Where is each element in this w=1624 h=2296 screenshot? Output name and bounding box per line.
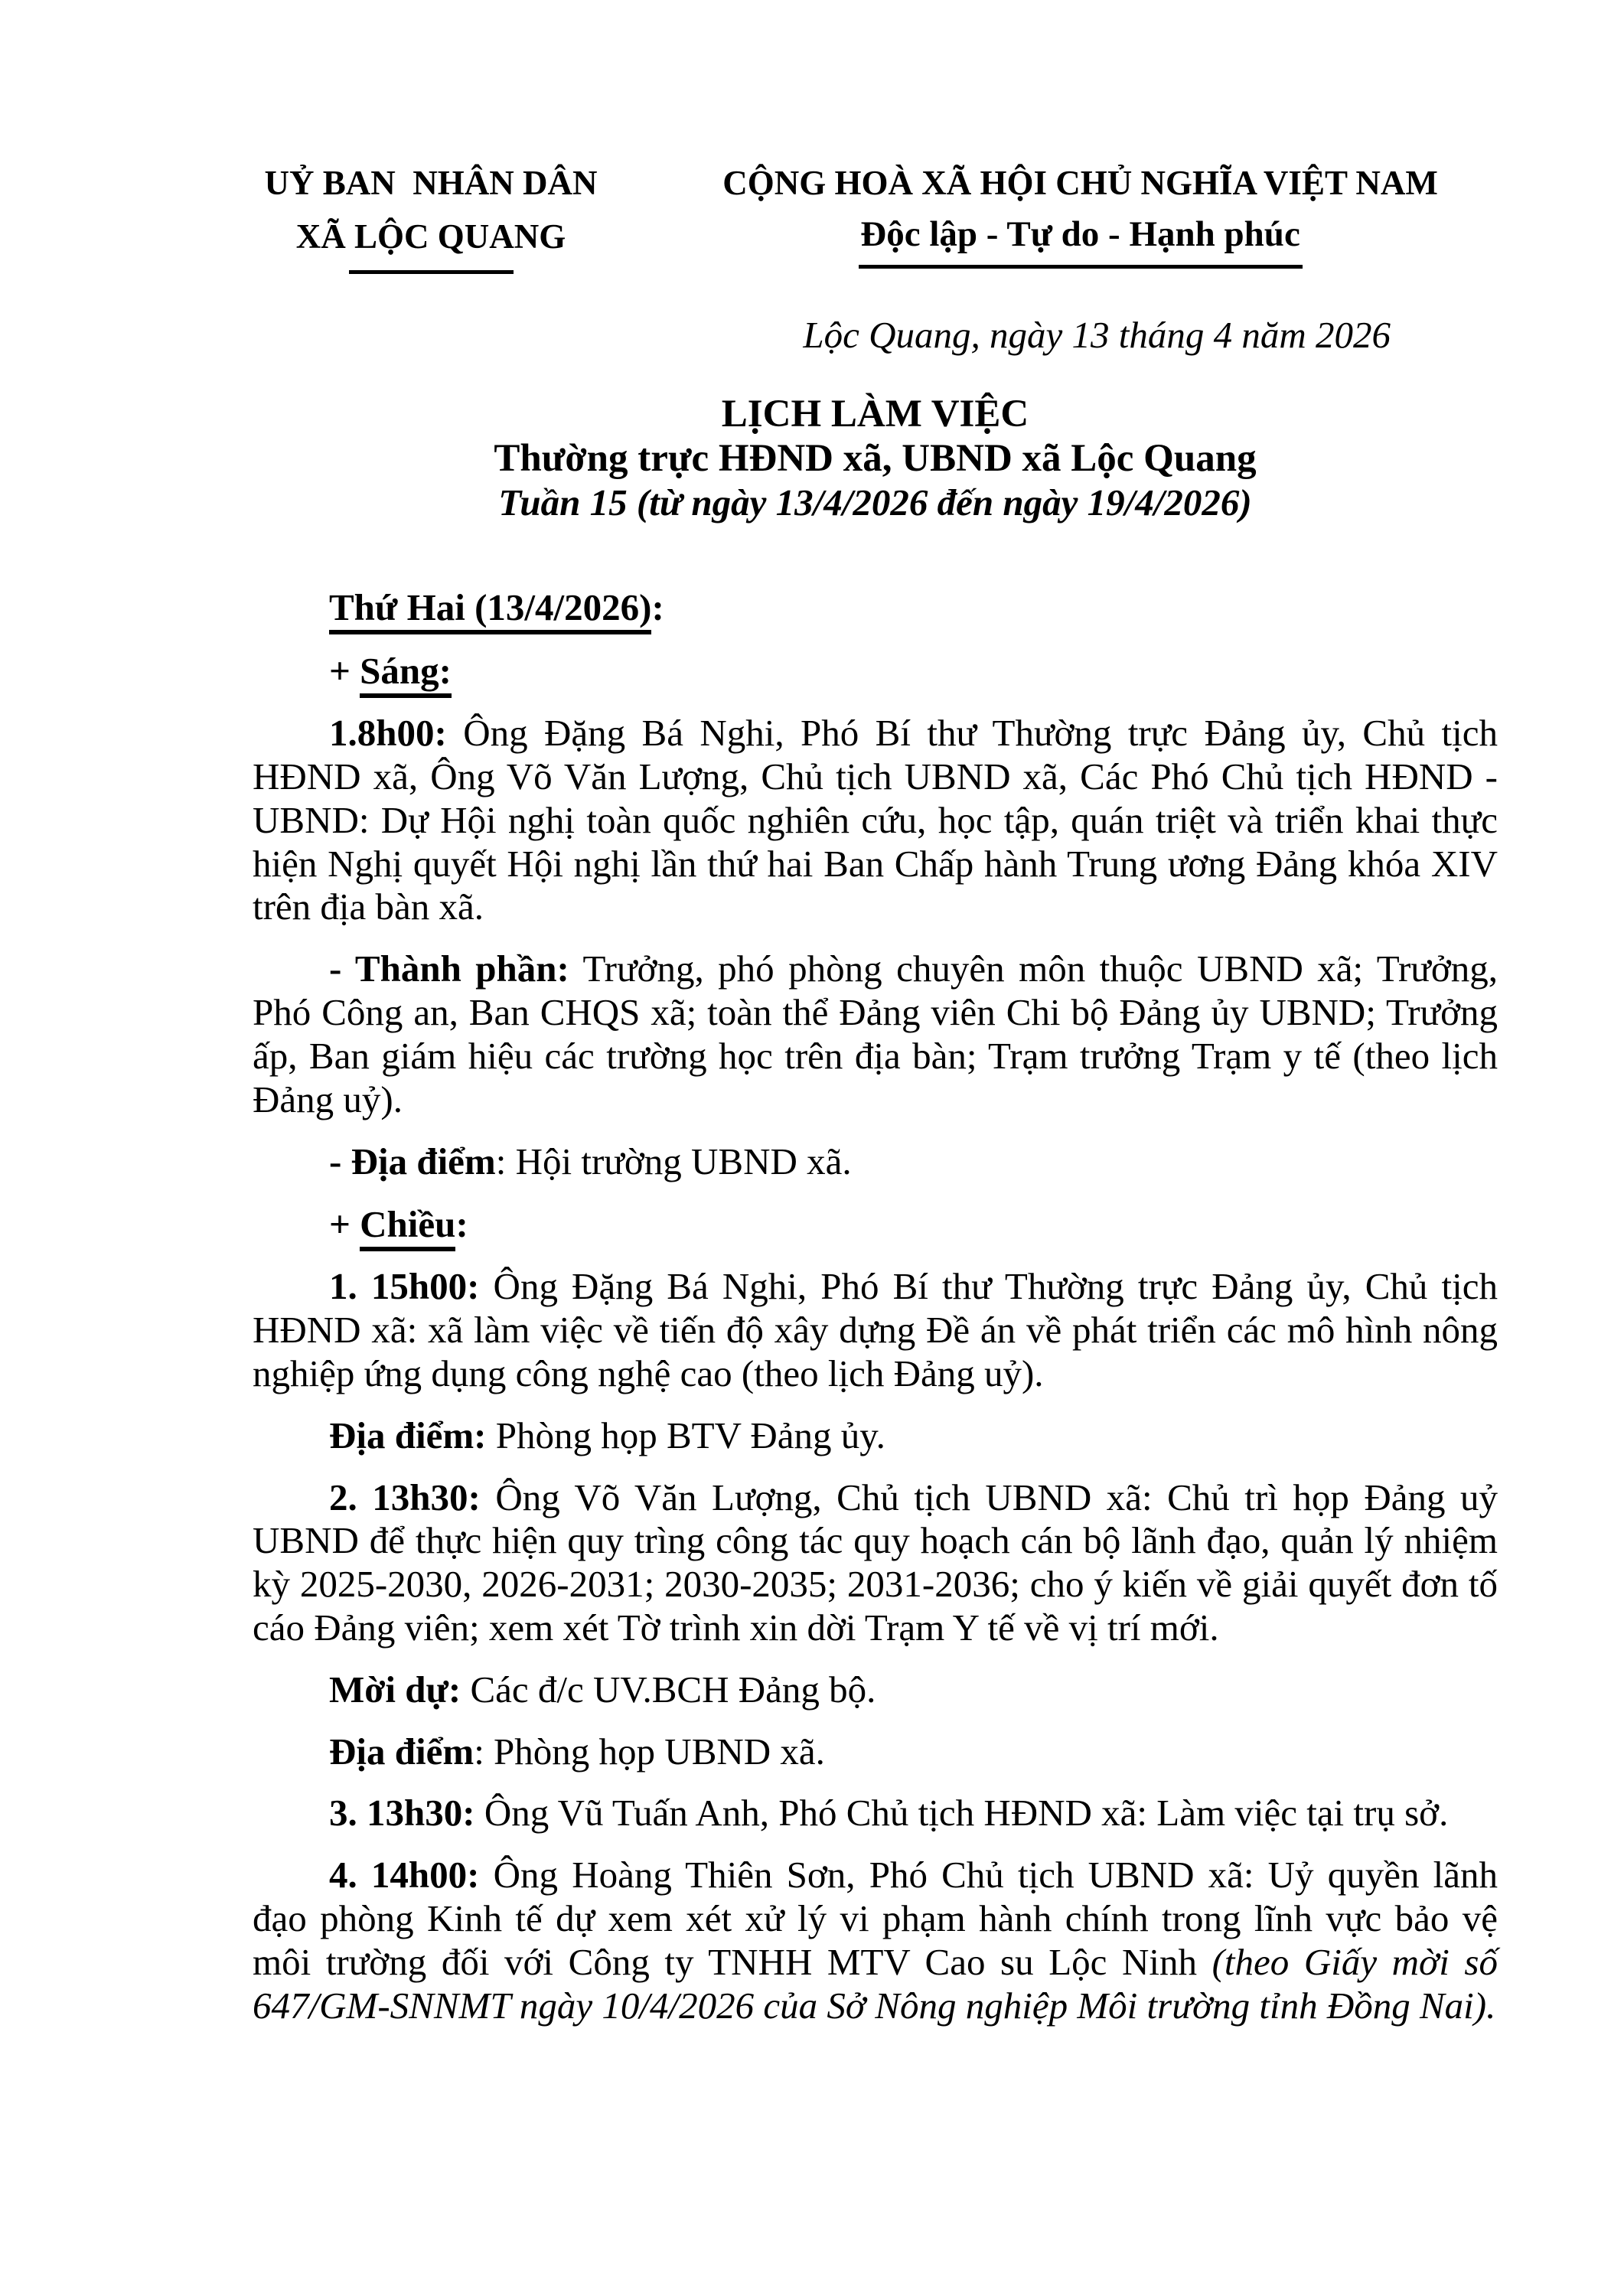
commune-name: XÃ LỘC QUANG [295,217,566,256]
national-motto-block [663,157,1498,269]
day-heading-text: Thứ Hai (13/4/2026) [329,586,651,634]
schedule-item-morning-1 [253,712,1498,929]
item-text: Trưởng, phó phòng chuyên môn thuộc UBND xã; Trưởng, Phó Công an, Ban CHQS xã; toàn thể Đảng viên Chi bộ Đảng ủy UBND; Trưởng ấp, Ban giám hiệu các trường học trên địa bàn; Trạm trưởng Trạm y tế (theo lịch Đảng uỷ). [253,947,1498,1120]
item-lead: 1. 15h00: [329,1265,480,1308]
item-lead: 3. 13h30: [329,1792,475,1835]
day-heading [253,586,1498,630]
item-lead: Địa điểm: [329,1414,487,1456]
item-text: Các đ/c UV.BCH Đảng bộ. [461,1668,876,1711]
afternoon-label: Chiều [360,1203,455,1251]
issuing-authority-block [253,157,609,274]
morning-marker: + [329,650,360,693]
item-text: Phòng họp BTV Đảng ủy. [486,1414,885,1456]
document-subtitle: Thường trực HĐND xã, UBND xã Lộc Quang [494,437,1257,481]
schedule-item-afternoon-2 [253,1476,1498,1650]
item-lead: 4. 14h00: [329,1854,480,1896]
item-text: Ông Võ Văn Lượng, Chủ tịch UBND xã: Chủ trì họp Đảng uỷ UBND để thực hiện quy trìng công tác quy hoạch cán bộ lãnh đạo, quản lý nhiệm kỳ 2025-2030, 2026-2031; 2030-2035; 2031-2036; cho ý kiến về giải quyết đơn tố cáo Đảng viên; xem xét Tờ trình xin dời Trạm Y tế về vị trí mới. [253,1476,1498,1649]
item-lead: Địa điểm [329,1730,474,1773]
week-range: Tuần 15 (từ ngày 13/4/2026 đến ngày 19/4/2026) [498,481,1252,523]
item-lead: 2. 13h30: [329,1476,481,1518]
day-heading-colon: : [651,586,664,629]
morning-label: Sáng: [360,650,452,698]
item-text: Ông Vũ Tuấn Anh, Phó Chủ tịch HĐND xã: Làm việc tại trụ sở. [474,1792,1449,1835]
document-title-block [253,392,1498,523]
schedule-item-afternoon-2-invitees [253,1668,1498,1712]
item-text: : Hội trường UBND xã. [495,1140,852,1182]
item-text: Ông Đặng Bá Nghi, Phó Bí thư Thường trực Đảng ủy, Chủ tịch HĐND xã: xã làm việc về tiến độ xây dựng Đề án về phát triển các mô hình nông nghiệp ứng dụng công nghệ cao (theo lịch Đảng uỷ). [253,1265,1498,1394]
document-header [253,157,1498,274]
item-text: Ông Đặng Bá Nghi, Phó Bí thư Thường trực Đảng ủy, Chủ tịch HĐND xã, Ông Võ Văn Lượng, Chủ tịch UBND xã, Các Phó Chủ tịch HĐND - UBND: Dự Hội nghị toàn quốc nghiên cứu, học tập, quán triệt và triển khai thực hiện Nghị quyết Hội nghị lần thứ hai Ban Chấp hành Trung ương Đảng khóa XIV trên địa bàn xã. [253,712,1498,928]
place-date-line: Lộc Quang, ngày 13 tháng 4 năm 2026 [803,313,1391,356]
motto-underline [859,265,1303,269]
item-text: Ông Hoàng Thiên Sơn, Phó Chủ tịch UBND xã: Uỷ quyền lãnh đạo phòng Kinh tế dự xem xét xử lý vi phạm hành chính trong lĩnh vực bảo vệ môi trường đối với Công ty TNHH MTV Cao su Lộc Ninh [253,1854,1498,1983]
item-text: : Phòng họp UBND xã. [474,1730,825,1773]
item-lead: - Địa điểm [329,1140,496,1182]
item-citation: (theo Giấy mời số 647/GM-SNNMT ngày 10/4/2026 của Sở Nông nghiệp Môi trường tỉnh Đồng Nai). [253,1940,1498,2027]
item-lead: 1.8h00: [329,712,447,755]
schedule-item-morning-location [253,1140,1498,1184]
schedule-item-afternoon-2-location [253,1730,1498,1774]
document-title: LỊCH LÀM VIỆC [721,393,1029,436]
schedule-item-afternoon-4 [253,1854,1498,2027]
national-title: CỘNG HOÀ XÃ HỘI CHỦ NGHĨA VIỆT NAM [722,164,1438,202]
authority-underline [349,270,514,274]
afternoon-colon: : [455,1203,468,1246]
schedule-item-morning-participants [253,947,1498,1121]
item-lead: - Thành phần: [329,947,569,990]
authority-name: UỶ BAN NHÂN DÂN [264,164,598,202]
schedule-item-afternoon-1 [253,1265,1498,1395]
schedule-item-afternoon-3 [253,1792,1498,1835]
session-morning-heading [253,650,1498,693]
national-motto: Độc lập - Tự do - Hạnh phúc [860,214,1300,254]
afternoon-marker: + [329,1203,360,1246]
session-afternoon-heading [253,1203,1498,1247]
schedule-item-afternoon-1-location [253,1414,1498,1458]
item-lead: Mời dự: [329,1668,461,1711]
